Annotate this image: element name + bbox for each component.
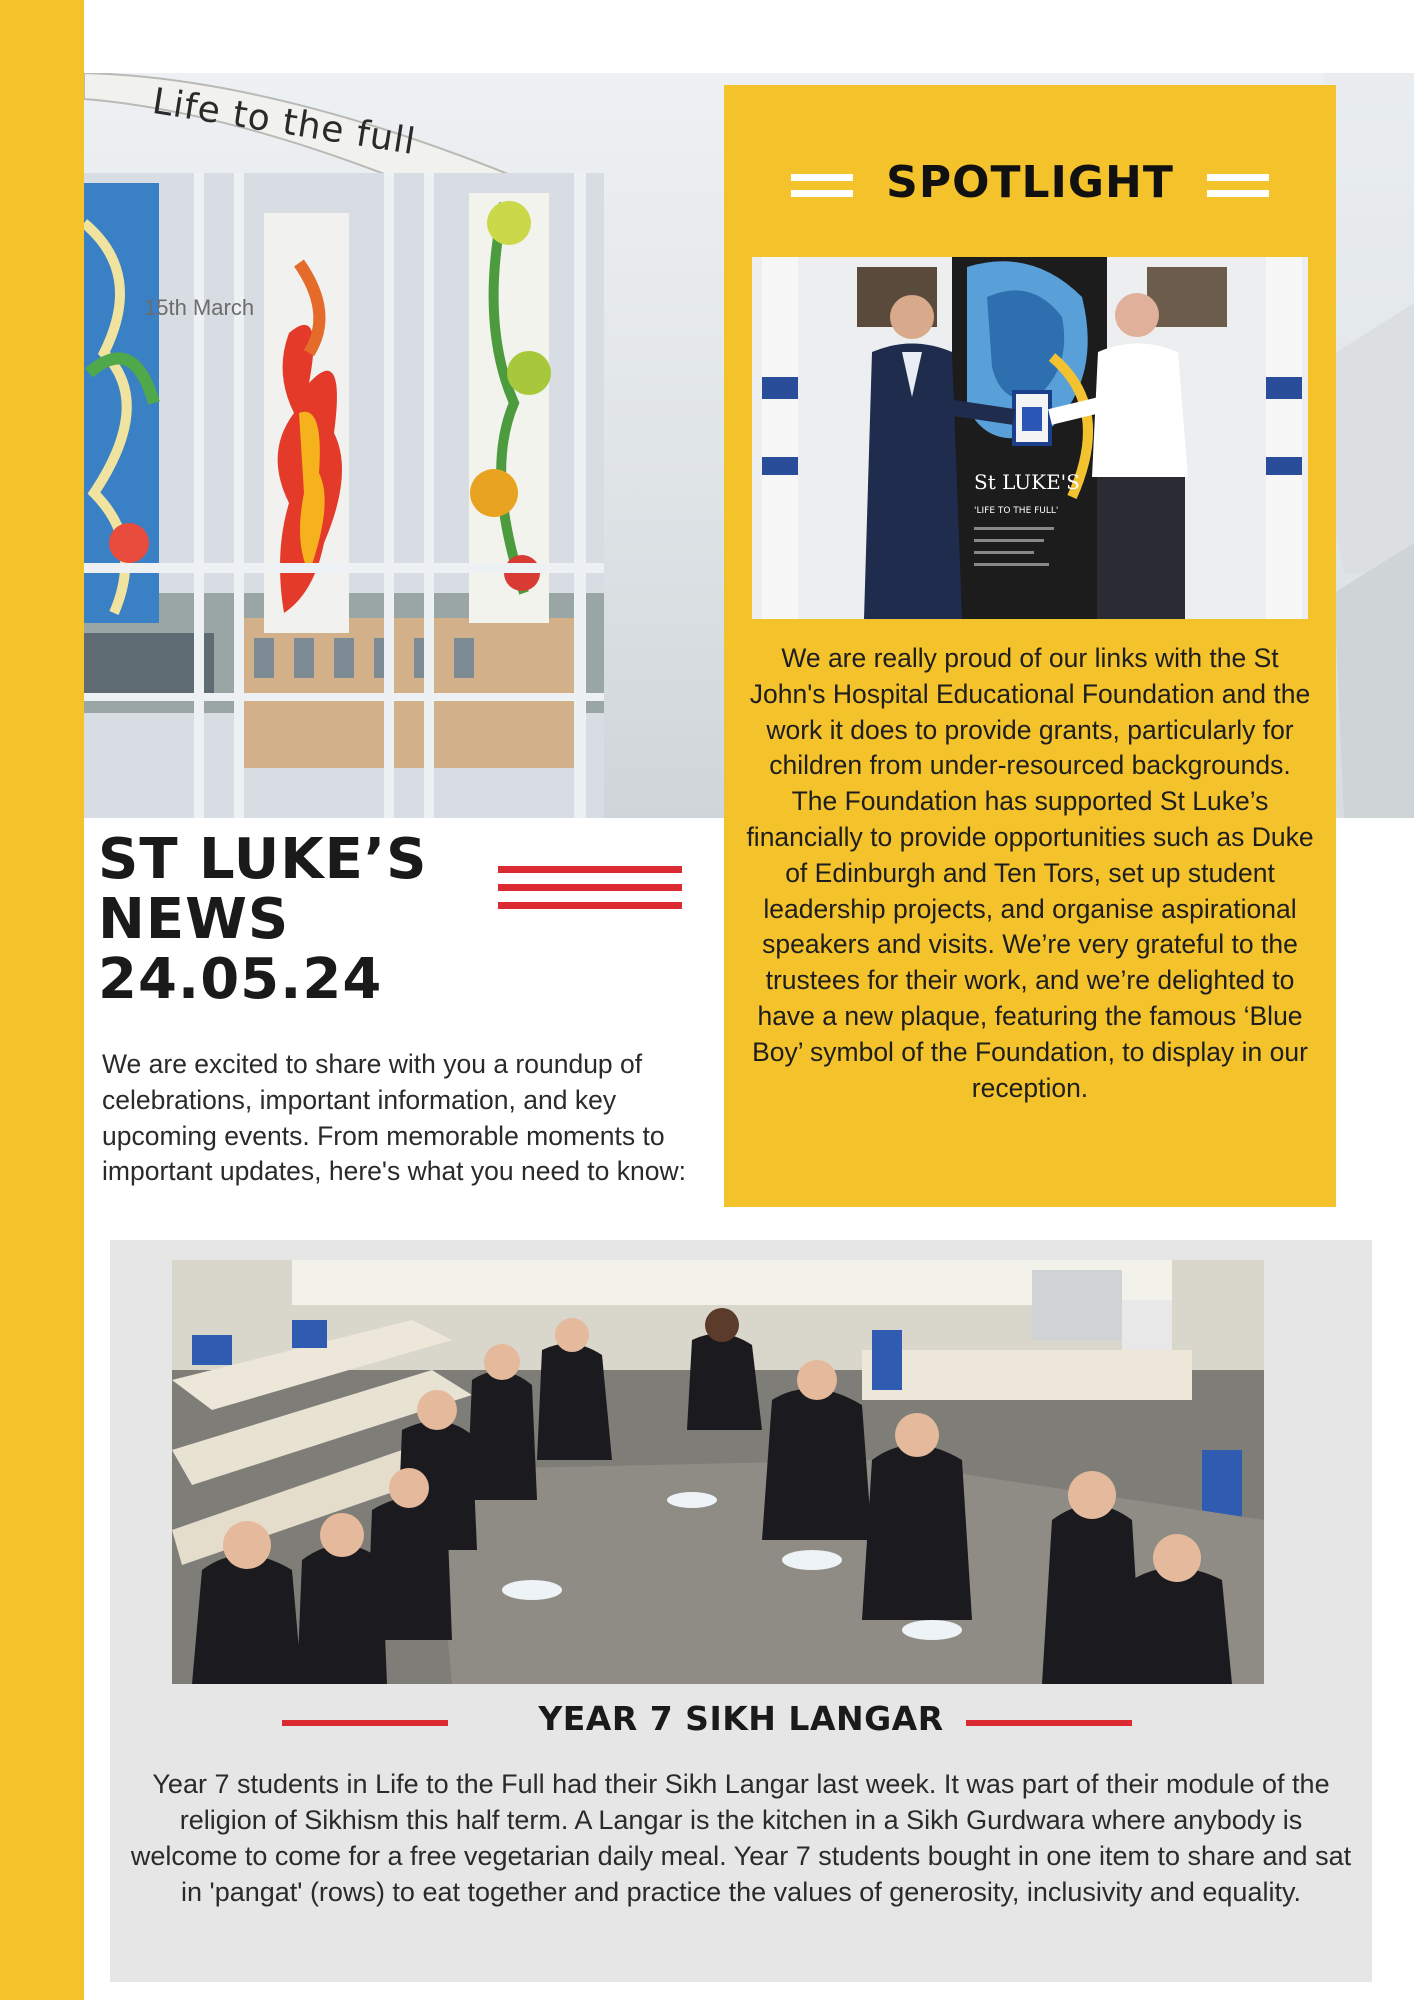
headline-line-3: 24.05.24	[98, 947, 383, 1012]
hero-date: 15th March	[144, 295, 255, 320]
langar-section	[110, 1240, 1372, 1982]
spotlight-text: We are really proud of our links with the St John's Hospital Educational Foundation and the work it does to provide grants, particularly for children from under-resourced backgrounds. The Foundation has supported St Luke’s financially to provide opportunities such as Duke of Edinburgh and Ten Tors, set up student leadership projects, and organise aspirational speakers and visits. We’re very grateful to the trustees for their work, and we’re delighted to have a new plaque, featuring the famous ‘Blue Boy’ symbol of the Foundation, to display in our reception.	[746, 643, 1314, 1103]
spotlight-photo	[752, 257, 1308, 619]
headline-line-2: NEWS	[98, 887, 290, 952]
hero-motto-text: Life to the full	[149, 81, 419, 164]
langar-title: YEAR 7 SIKH LANGAR	[538, 1699, 944, 1738]
langar-photo	[172, 1260, 1264, 1684]
langar-title-row	[110, 1695, 1372, 1745]
spotlight-panel	[724, 85, 1336, 1207]
spotlight-title: SPOTLIGHT	[886, 157, 1174, 208]
banner-tagline: 'LIFE TO THE FULL'	[974, 506, 1059, 516]
spotlight-right-bars	[1207, 174, 1269, 204]
headline-red-lines	[498, 866, 682, 920]
plaque-presentation-illustration	[752, 257, 1308, 619]
headline-line-1: ST LUKE’S	[98, 827, 428, 892]
newsletter-headline	[98, 827, 428, 1012]
classroom-students-illustration	[172, 1260, 1264, 1684]
intro-paragraph: We are excited to share with you a roundup of celebrations, important information, and key upcoming events. From memorable moments to important updates, here's what you need to know:	[102, 1049, 686, 1187]
left-accent-bar	[0, 0, 84, 2000]
banner-school-name: St LUKE'S	[974, 470, 1080, 494]
spotlight-title-row	[724, 157, 1336, 217]
langar-title-right-line	[966, 1720, 1132, 1726]
langar-text: Year 7 students in Life to the Full had their Sikh Langar last week. It was part of their module of the religion of Sikhism this half term. A Langar is the kitchen in a Sikh Gurdwara where anybody is welcome to come for a free vegetarian daily meal. Year 7 students bought in one item to share and sat in 'pangat' (rows) to eat together and practice the values of generosity, inclusivity and equality.	[130, 1769, 1352, 1907]
